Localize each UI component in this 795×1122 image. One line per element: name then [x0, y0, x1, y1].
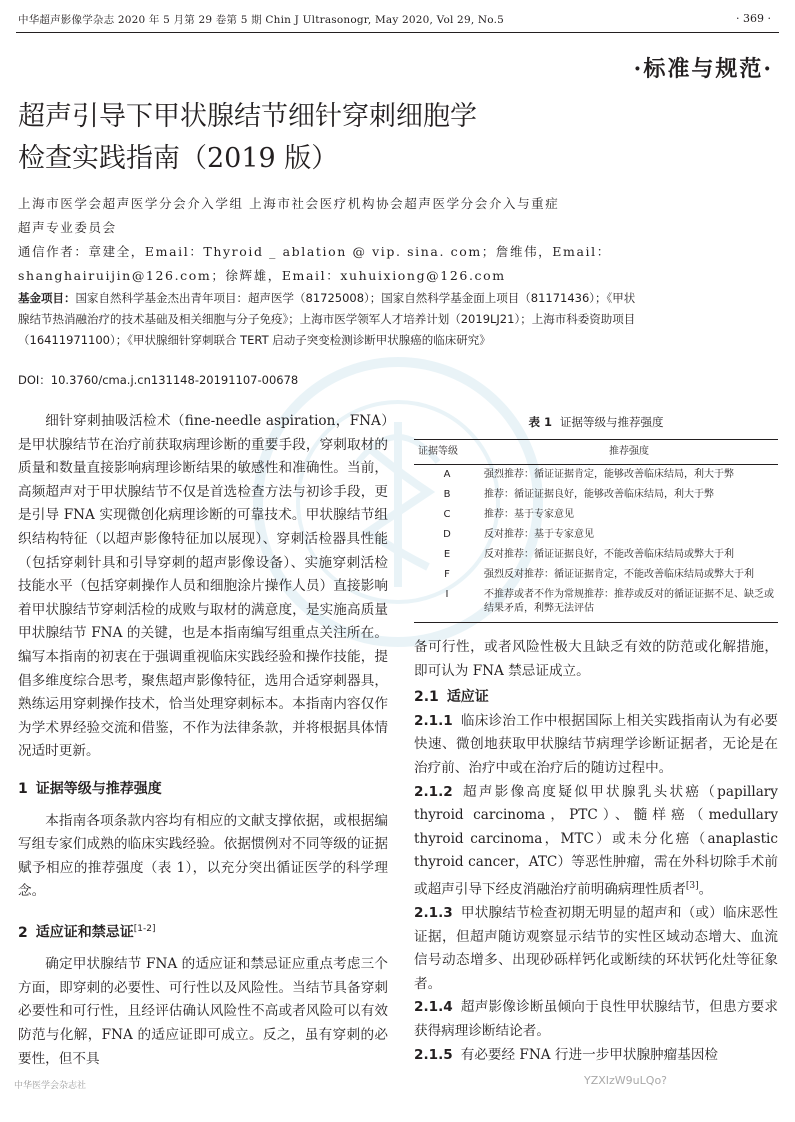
corresponding-line-2: shanghairuijin@126.com；徐辉雄，Email：xuhuixiong@126.com [18, 268, 506, 283]
table-header-grade: 证据等级 [414, 440, 480, 465]
item-2-1-2-end: 。 [698, 881, 713, 898]
running-head: 中华超声影像学杂志 2020 年 5 月第 29 卷第 5 期 Chin J Ultrasonogr, May 2020, Vol 29, No.5 [18, 14, 505, 26]
table-1-label: 表 1 [528, 415, 552, 429]
table-row [414, 485, 778, 505]
item-2-1-5 [414, 1044, 778, 1068]
corresponding-line-1: 通信作者：章建全，Email：Thyroid _ ablation @ vip. sina. com；詹维伟，Email： [18, 244, 611, 259]
section-2-title: 适应证和禁忌证 [35, 924, 134, 941]
table-header-strength: 推荐强度 [480, 440, 778, 465]
section-1-heading [18, 778, 388, 802]
item-2-1-2-text: 超声影像高度疑似甲状腺乳头状癌（papillary thyroid carcinoma，PTC）、髓样癌（medullary thyroid carcinoma，MTC）或未分化癌（anaplastic thyroid cancer，ATC）等恶性肿瘤，需在外科切除手术前或超声引导下经皮消融治疗前明确病理性质者 [414, 783, 778, 898]
left-column [18, 410, 388, 1071]
evidence-table [414, 439, 778, 623]
affiliation-line-2: 超声专业委员会 [18, 220, 117, 235]
table-1-caption [414, 414, 778, 430]
item-2-1-5-text: 有必要经 FNA 行进一步甲状腺肿瘤基因检 [460, 1046, 719, 1063]
affiliation-line-1: 上海市医学会超声医学分会介入学组 上海市社会医疗机构协会超声医学分会介入与重症 [18, 196, 560, 211]
item-2-1-3 [414, 902, 778, 996]
table-cell-grade: E [443, 549, 451, 560]
table-cell-strength: 推荐：循证证据良好，能够改善临床结局，利大于弊 [484, 489, 714, 500]
table-cell-strength: 强烈反对推荐：循证证据肯定，不能改善临床结局或弊大于利 [484, 569, 754, 580]
table-cell-grade: B [443, 489, 451, 500]
table-cell-grade: A [443, 469, 451, 480]
fund-text: 国家自然科学基金杰出青年项目：超声医学（81725008）；国家自然科学基金面上项目（81171436）；《甲状腺结节热消融治疗的技术基础及相关细胞与分子免疫》；上海市医学领军人才培养计划（2019LJ21）；上海市科委资助项目（16411971100）；《甲状腺细针穿刺联合 TERT 启动子突变检测诊断甲状腺癌的临床研究》 [18, 291, 636, 347]
table-row [414, 525, 778, 545]
fund-label: 基金项目： [18, 291, 76, 305]
item-2-1-1 [414, 710, 778, 781]
section-2-citation: [1-2] [133, 923, 156, 934]
table-cell-grade: D [443, 529, 451, 540]
column-tag: ·标准与规范· [633, 56, 773, 82]
intro-paragraph: 细针穿刺抽吸活检术（fine-needle aspiration，FNA）是甲状腺结节在治疗前获取病理诊断的重要手段，穿刺取材的质量和数量直接影响病理诊断结果的敏感性和准确性。当前，高频超声对于甲状腺结节不仅是首选检查方法与初诊手段，更是引导 FNA 实现微创化病理诊断的可靠技术。甲状腺结节组织结构特征（以超声影像特征加以展现）、穿刺活检器具性能（包括穿刺针具和引导穿刺的超声影像设备）、实施穿刺活检技能水平（包括穿刺操作人员和细胞涂片操作人员）直接影响着甲状腺结节穿刺活检的成败与取材的满意度，是实施高质量甲状腺结节 FNA 的关键，也是本指南编写组重点关注所在。编写本指南的初衷在于强调重视临床实践经验和操作技能，提倡多维度综合思考，聚焦超声影像特征，选用合适穿刺器具，熟练运用穿刺操作技术，恰当处理穿刺标本。本指南内容仅作为学术界经验交流和借鉴，不作为法律条款，并将根据具体情况适时更新。 [18, 413, 388, 760]
publisher-logo: 中华医学会杂志社 [14, 1081, 87, 1091]
item-2-1-2-number: 2.1.2 [414, 783, 453, 800]
item-2-1-3-number: 2.1.3 [414, 905, 453, 922]
item-2-1-2 [414, 781, 778, 903]
page-number: · 369 · [736, 12, 771, 25]
right-column [414, 636, 778, 1067]
table-row [414, 585, 778, 623]
download-watermark: YZXIzW9uLQo? [584, 1074, 668, 1087]
table-row [414, 505, 778, 525]
table-cell-grade: I [414, 585, 480, 623]
item-2-1-4 [414, 996, 778, 1043]
section-1-title: 证据等级与推荐强度 [35, 780, 162, 797]
item-2-1-1-number: 2.1.1 [414, 712, 453, 729]
table-cell-grade: C [443, 509, 451, 520]
table-row [414, 565, 778, 585]
section-2-number: 2 [18, 924, 28, 941]
table-row [414, 465, 778, 486]
item-2-1-1-text: 临床诊治工作中根据国际上相关实践指南认为有必要快速、微创地获取甲状腺结节病理学诊断证据者，无论是在治疗前、治疗中或在治疗后的随访过程中。 [414, 712, 778, 776]
section-1-paragraph: 本指南各项条款内容均有相应的文献支撑依据，或根据编写组专家们成熟的临床实践经验。依据惯例对不同等级的证据赋予相应的推荐强度（表 1），以充分突出循证医学的科学理念。 [18, 812, 388, 900]
table-cell-strength: 反对推荐：基于专家意见 [484, 529, 594, 540]
table-cell-strength: 推荐：基于专家意见 [484, 509, 574, 520]
table-1-title: 证据等级与推荐强度 [560, 415, 664, 429]
article-title [18, 96, 477, 180]
doi: DOI：10.3760/cma.j.cn131148-20191107-00678 [18, 373, 299, 387]
item-2-1-2-citation: [3] [685, 880, 699, 891]
subsection-2-1-heading [414, 686, 778, 710]
section-2-paragraph: 确定甲状腺结节 FNA 的适应证和禁忌证应重点考虑三个方面，即穿刺的必要性、可行性以及风险性。当结节具备穿刺必要性和可行性，且经评估确认风险性不高或者风险可以有效防范与化解，FNA 的适应证即可成立。反之，虽有穿刺的必要性，但不具 [18, 956, 388, 1067]
item-2-1-5-number: 2.1.5 [414, 1046, 453, 1063]
section-2-heading [18, 918, 388, 945]
table-cell-strength: 反对推荐：循证证据良好，不能改善临床结局或弊大于利 [484, 549, 734, 560]
item-2-1-4-number: 2.1.4 [414, 999, 453, 1016]
section-1-number: 1 [18, 780, 28, 797]
table-cell-strength: 不推荐或者不作为常规推荐：推荐或反对的循证证据不足、缺乏或结果矛盾，利弊无法评估 [480, 585, 778, 623]
section-2-continuation: 备可行性，或者风险性极大且缺乏有效的防范或化解措施，即可认为 FNA 禁忌证成立。 [414, 639, 778, 679]
table-cell-grade: F [444, 569, 450, 580]
funding-statement [18, 288, 642, 351]
subsection-2-1-title: 适应证 [446, 689, 489, 706]
table-row [414, 545, 778, 565]
header-rule [16, 32, 779, 33]
item-2-1-4-text: 超声影像诊断虽倾向于良性甲状腺结节，但患方要求获得病理诊断结论者。 [414, 999, 778, 1040]
title-line-2: 检查实践指南（2019 版） [18, 143, 339, 174]
table-cell-strength: 强烈推荐：循证证据肯定，能够改善临床结局，利大于弊 [484, 469, 734, 480]
affiliations [18, 192, 654, 288]
item-2-1-3-text: 甲状腺结节检查初期无明显的超声和（或）临床恶性证据，但超声随访观察显示结节的实性区域动态增大、血流信号动态增多、出现砂砾样钙化或断续的环状钙化灶等征象者。 [414, 905, 778, 992]
subsection-2-1-number: 2.1 [414, 689, 439, 706]
title-line-1: 超声引导下甲状腺结节细针穿刺细胞学 [18, 101, 477, 132]
